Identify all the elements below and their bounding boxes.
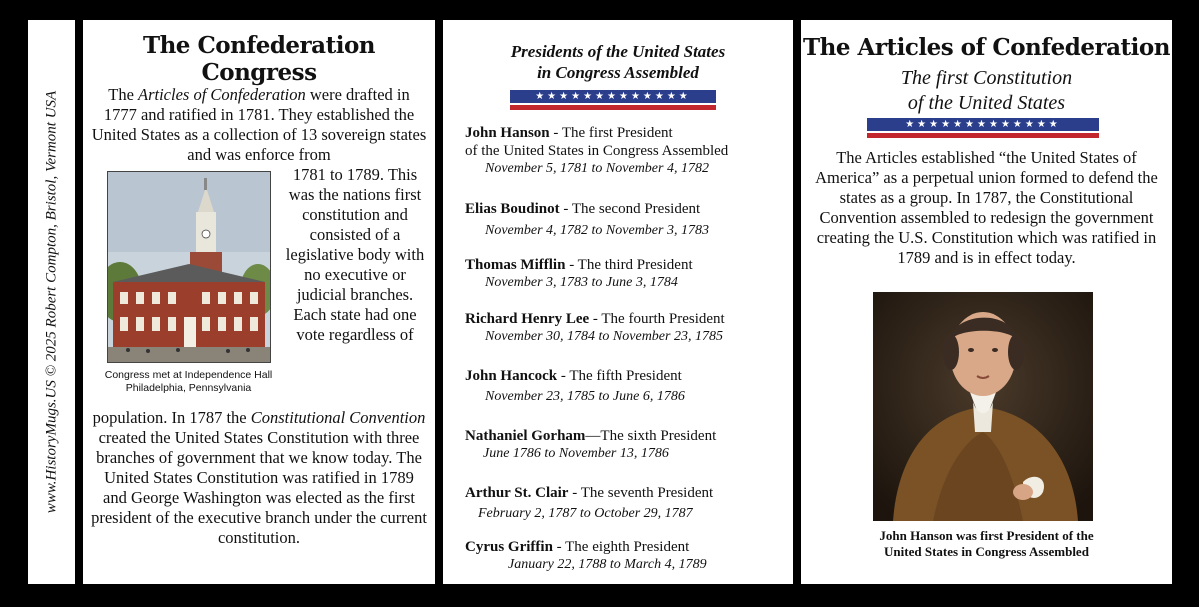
flag-banner bbox=[510, 90, 716, 110]
panel-title: The Confederation Congress bbox=[142, 32, 376, 86]
intro-paragraph: The Articles of Confederation were drafted in 1777 and ratified in 1781. They established the United States as a collection of 13 sovereign states and was enforce from bbox=[91, 85, 427, 164]
presidents-panel bbox=[443, 20, 793, 584]
list-item: John Hanson - The first President of the United States in Congress Assembled November 5, 1781 to November 4, 1782 bbox=[465, 125, 729, 176]
list-item: Cyrus Griffin - The eighth President January 22, 1788 to March 4, 1789 bbox=[465, 539, 707, 572]
flag-banner bbox=[867, 118, 1099, 138]
copyright-text: www.HistoryMugs.US © 2025 Robert Compton, Bristol, Vermont USA bbox=[43, 90, 59, 514]
copyright-strip bbox=[28, 20, 75, 584]
articles-paragraph: The Articles established “the United States of America” as a perpetual union formed to defend the states as a group. In 1787, the Constitutional Convention assembled to redesign the government creating the U.S. Constitution which was ratified in 1789 and is in effect today. bbox=[815, 148, 1158, 267]
photo-caption: Congress met at Independence Hall Philadelphia, Pennsylvania bbox=[104, 369, 273, 394]
list-item: Richard Henry Lee - The fourth President November 30, 1784 to November 23, 1785 bbox=[465, 311, 725, 344]
list-item: Nathaniel Gorham—The sixth President June 1786 to November 13, 1786 bbox=[465, 428, 717, 461]
flag-stars: ★★★★★★★★★★★★★ bbox=[905, 119, 1061, 130]
list-item: John Hancock - The fifth President November 23, 1785 to June 6, 1786 bbox=[465, 368, 685, 404]
panel-title: The Articles of Confederation bbox=[803, 34, 1170, 61]
john-hanson-portrait bbox=[873, 292, 1093, 521]
confederation-congress-panel bbox=[83, 20, 435, 584]
articles-panel bbox=[801, 20, 1172, 584]
list-item: Arthur St. Clair - The seventh President February 2, 1787 to October 29, 1787 bbox=[465, 485, 714, 521]
list-item: Thomas Mifflin - The third President November 3, 1783 to June 3, 1784 bbox=[465, 257, 693, 290]
independence-hall-photo bbox=[107, 171, 271, 363]
panel-subtitle: Presidents of the United States in Congress Assembled bbox=[510, 42, 726, 82]
panel-subtitle: The first Constitution of the United States bbox=[900, 67, 1073, 114]
bottom-paragraph: population. In 1787 the Constitutional Convention created the United States Constitution with three branches of government that we know today. The United States Constitution was ratified in 1789 and George Washington was elected as the first president of the executive branch under the current constitution. bbox=[91, 408, 427, 547]
flag-stars: ★★★★★★★★★★★★★ bbox=[535, 91, 691, 102]
list-item: Elias Boudinot - The second President November 4, 1782 to November 3, 1783 bbox=[465, 201, 709, 238]
portrait-caption: John Hanson was first President of the United States in Congress Assembled bbox=[879, 528, 1094, 559]
right-paragraph: 1781 to 1789. This was the nations first constitution and consisted of a legislative body with no executive or judicial branches. Each state had one vote regardless of bbox=[285, 165, 425, 344]
